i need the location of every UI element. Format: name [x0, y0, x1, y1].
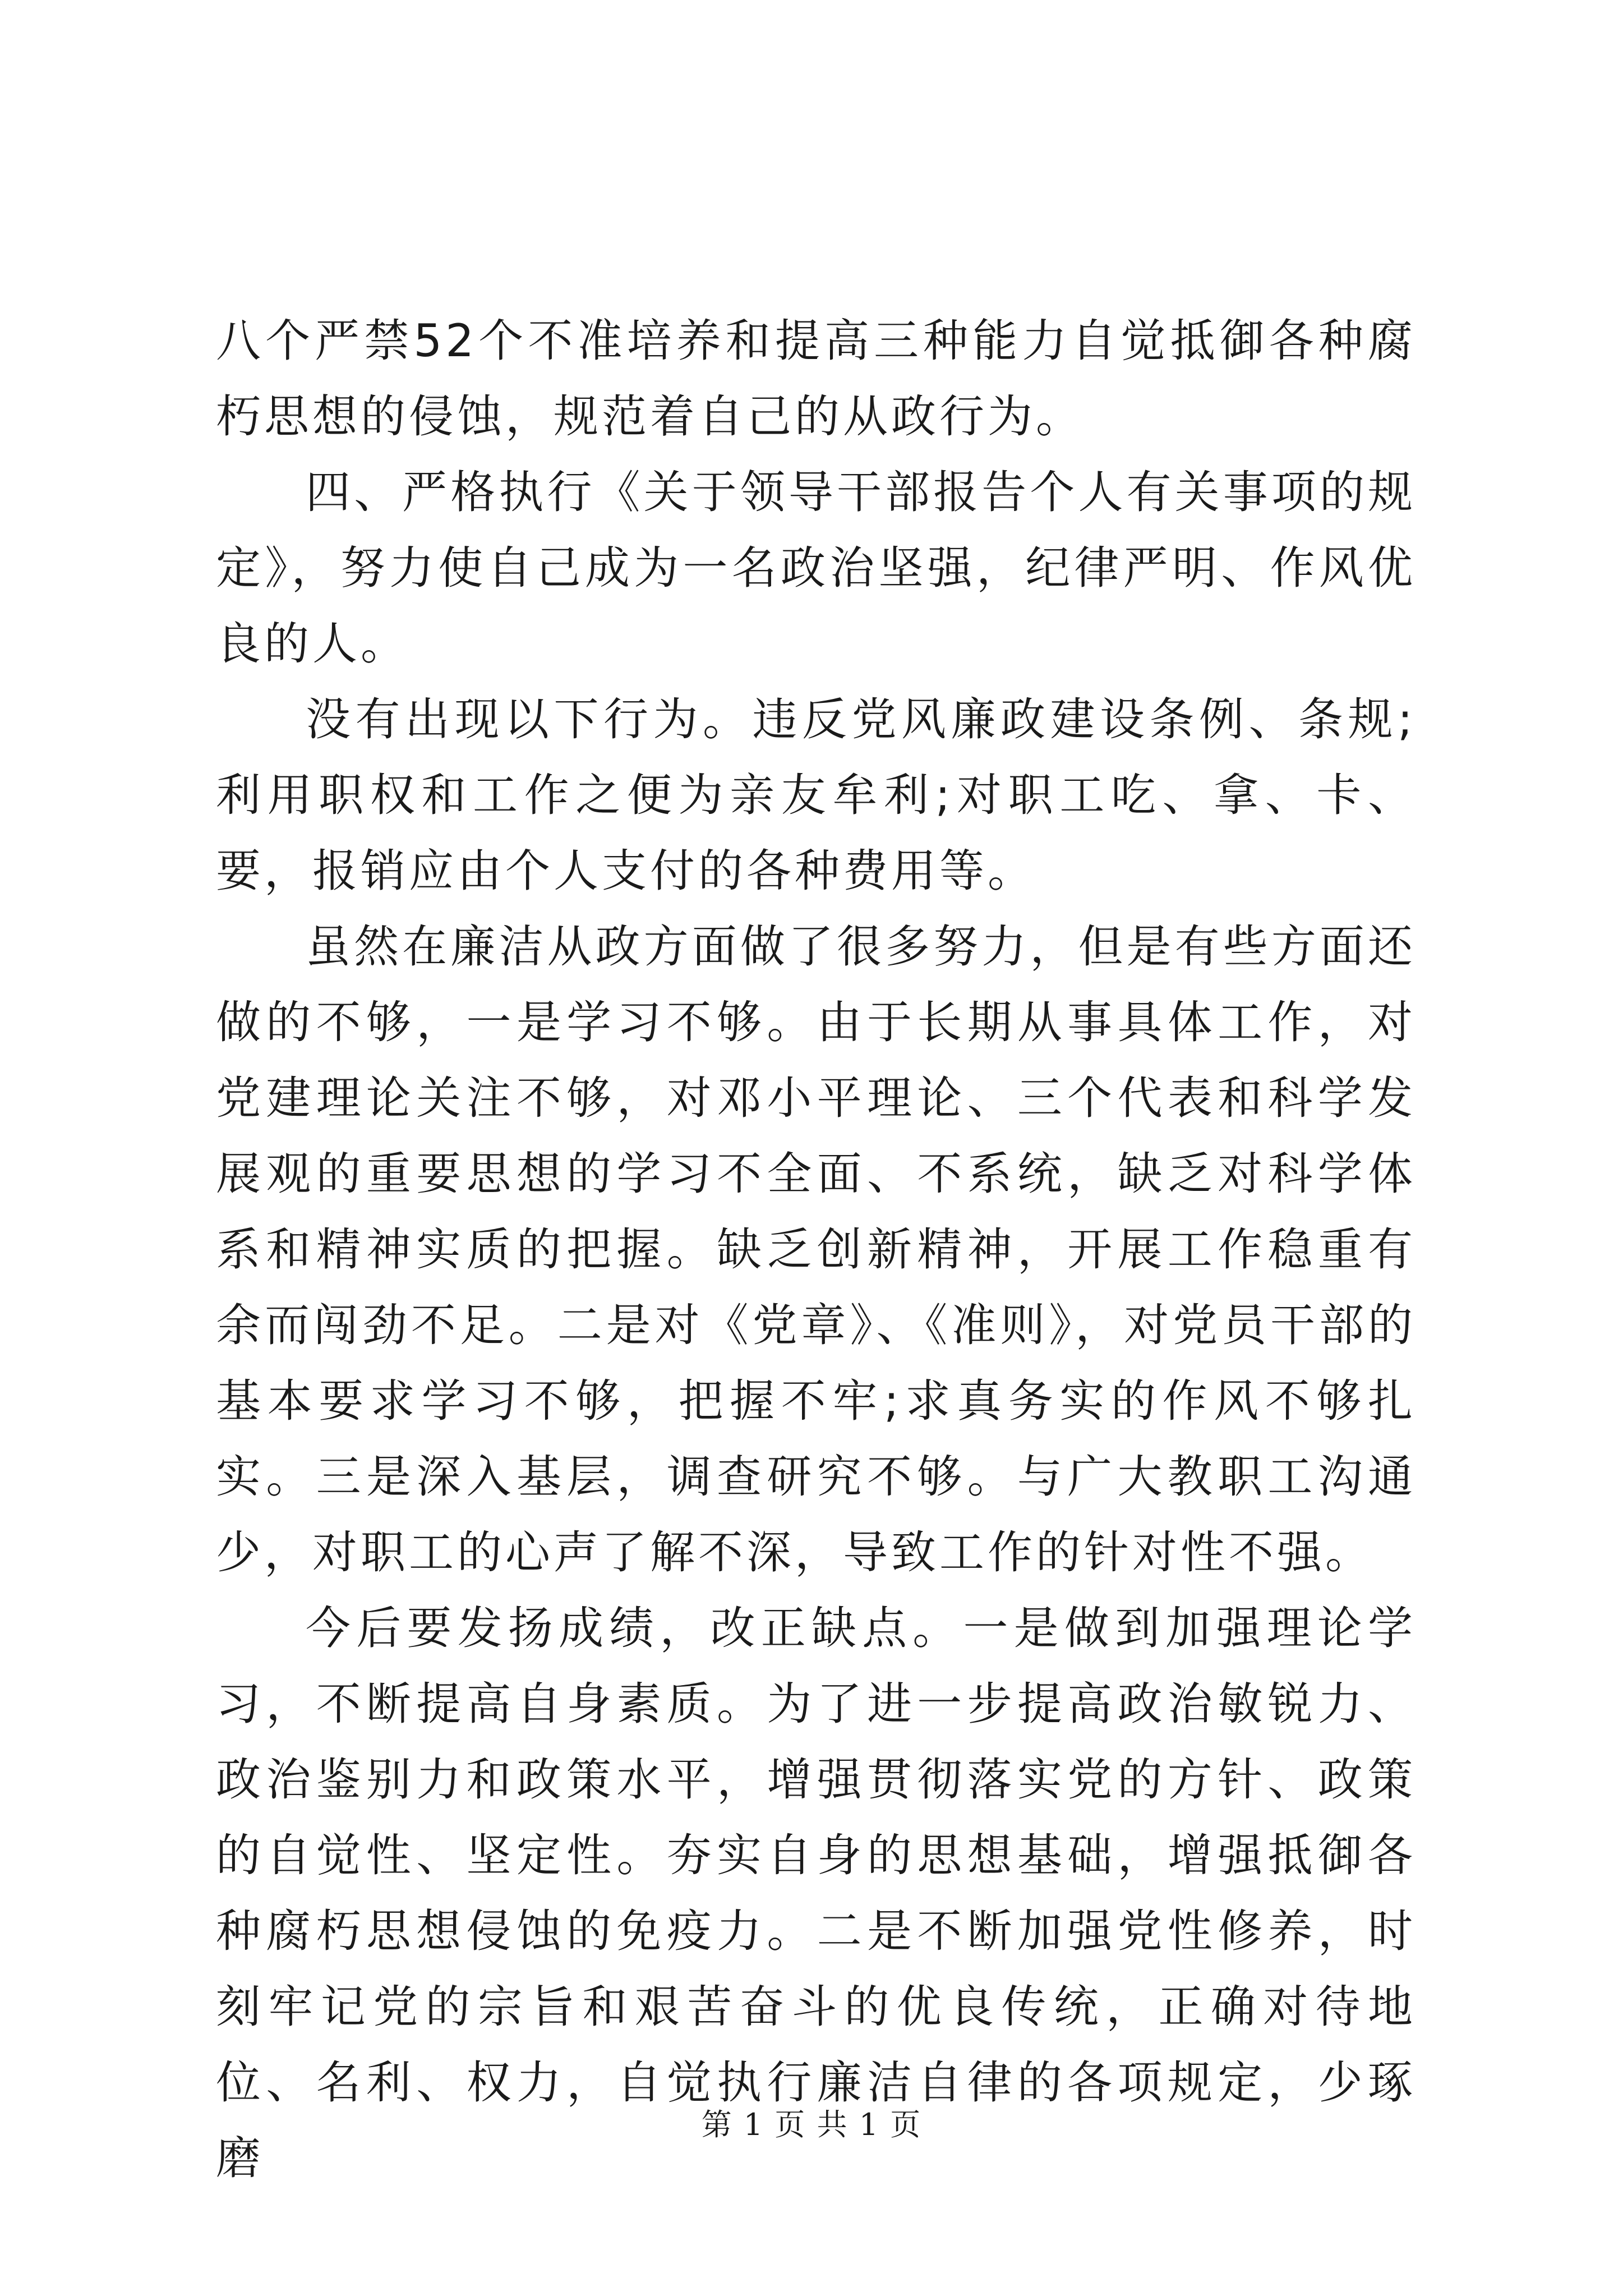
document-body: [216, 303, 1416, 2196]
paragraph-3: 没有出现以下行为。违反党风廉政建设条例、条规;利用职权和工作之便为亲友牟利;对职工吃、拿、卡、要，报销应由个人支付的各种费用等。: [216, 693, 1416, 897]
paragraph-2: 四、严格执行《关于领导干部报告个人有关事项的规定》，努力使自己成为一名政治坚强，纪律严明、作风优良的人。: [216, 466, 1416, 670]
paragraph-5: 今后要发扬成绩，改正缺点。一是做到加强理论学习，不断提高自身素质。为了进一步提高政治敏锐力、政治鉴别力和政策水平，增强贯彻落实党的方针、政策的自觉性、坚定性。夯实自身的思想基础，增强抵御各种腐朽思想侵蚀的免疫力。二是不断加强党性修养，时刻牢记党的宗旨和艰苦奋斗的优良传统，正确对待地位、名利、权力，自觉执行廉洁自律的各项规定，少琢磨: [216, 1602, 1416, 2184]
page-number-footer: 第 1 页 共 1 页: [701, 2107, 922, 2142]
paragraph-4: 虽然在廉洁从政方面做了很多努力，但是有些方面还做的不够，一是学习不够。由于长期从事具体工作，对党建理论关注不够，对邓小平理论、三个代表和科学发展观的重要思想的学习不全面、不系统，缺乏对科学体系和精神实质的把握。缺乏创新精神，开展工作稳重有余而闯劲不足。二是对《党章》、《准则》，对党员干部的基本要求学习不够，把握不牢;求真务实的作风不够扎实。三是深入基层，调查研究不够。与广大教职工沟通少，对职工的心声了解不深，导致工作的针对性不强。: [216, 921, 1416, 1579]
paragraph-1: 八个严禁52个不准培养和提高三种能力自觉抵御各种腐朽思想的侵蚀，规范着自己的从政行为。: [216, 315, 1416, 443]
